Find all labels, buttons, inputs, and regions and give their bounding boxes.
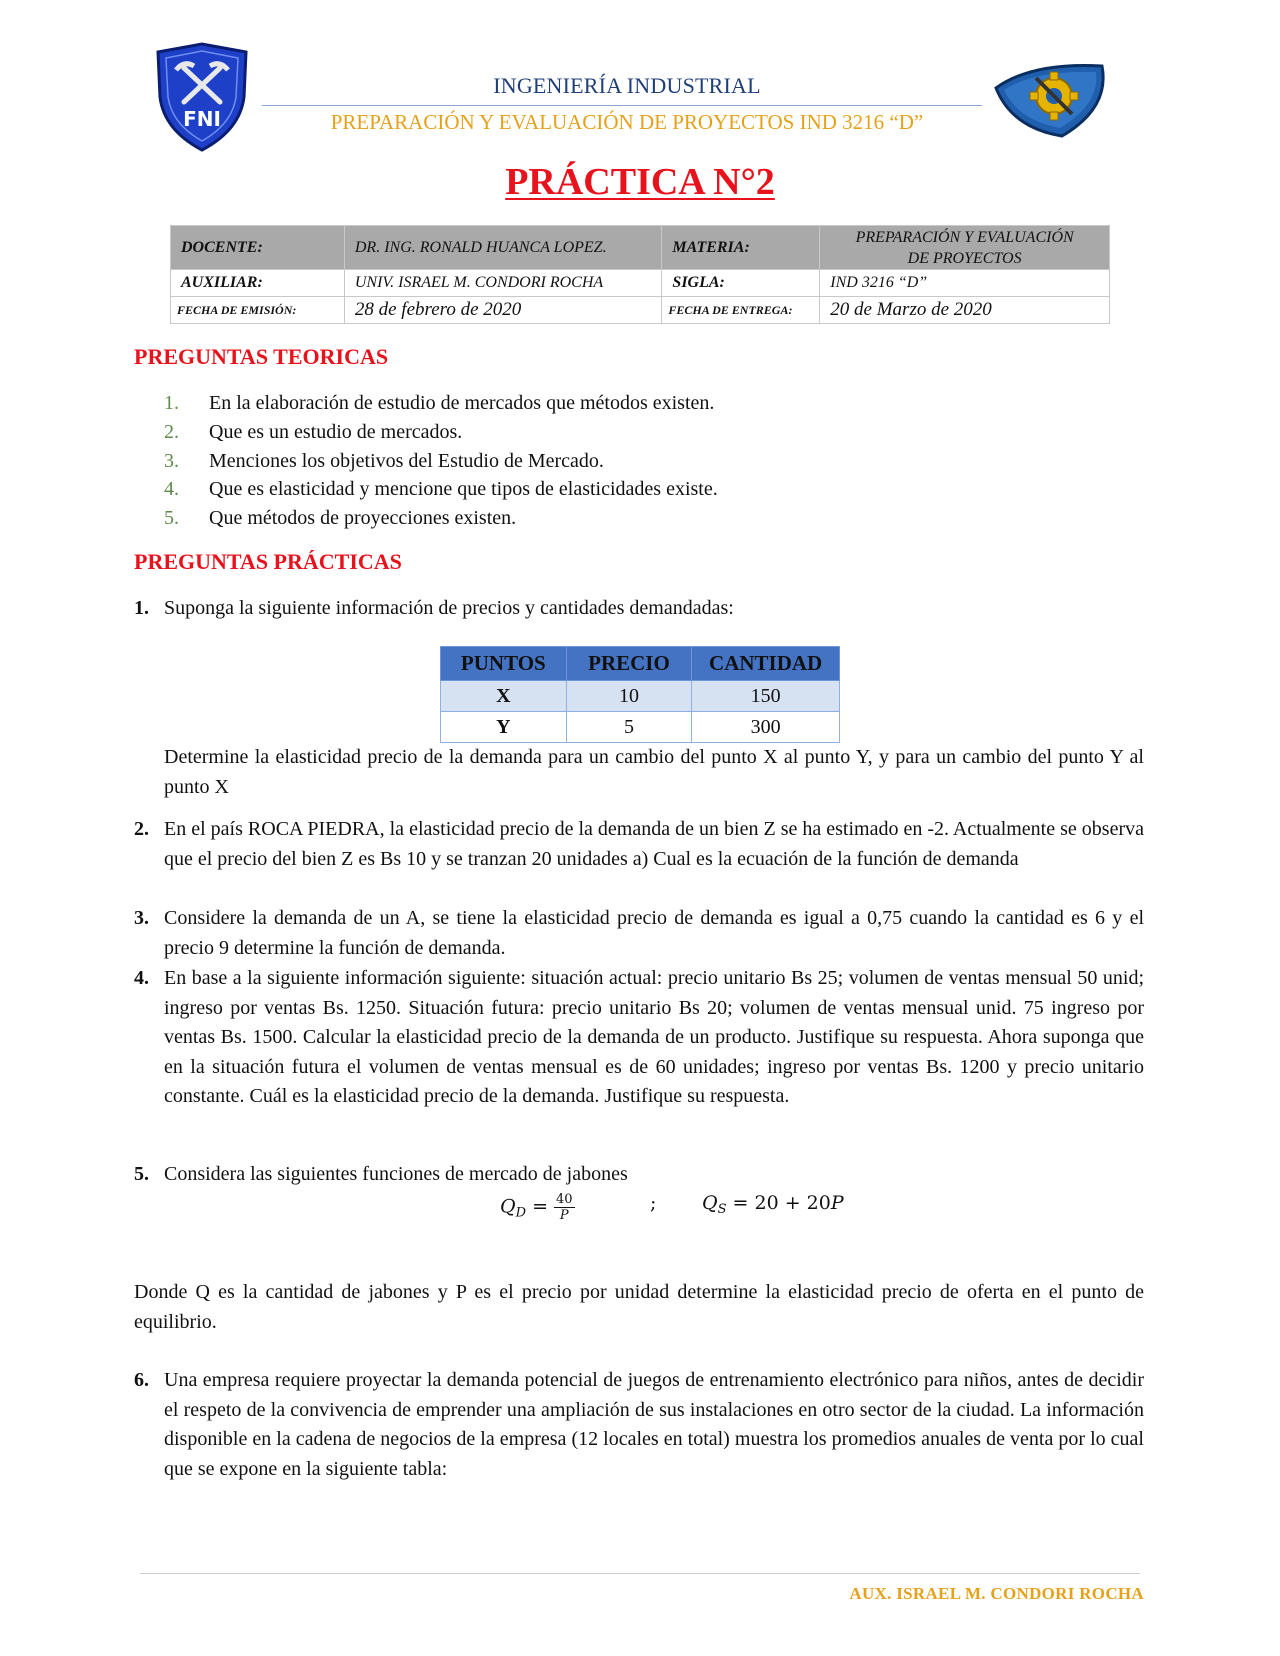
list-item — [164, 418, 718, 447]
col-header-puntos: PUNTOS — [441, 647, 567, 681]
question-5 — [134, 1160, 1144, 1190]
supply-function-formula — [702, 1192, 844, 1217]
col-header-precio: PRECIO — [566, 647, 692, 681]
fecha-emision-label: FECHA DE EMISIÓN: — [171, 297, 345, 324]
price-quantity-table — [440, 646, 840, 743]
question-text: En base a la siguiente información siguiente: situación actual: precio unitario Bs 25; volumen de ventas mensual 50 unid; ingreso por ventas Bs. 1250. Situación futura: precio unitario Bs 20; volumen de ventas mensual unid. 75 ingreso por ventas Bs. 1500. Calcular la elasticidad precio de la demanda de un producto. Justifique su respuesta. Ahora suponga que en la situación futura el volumen de ventas mensual es de 60 unidades; ingreso por ventas Bs. 1200 y precio unitario constante. Cuál es la elasticidad precio de la demanda. Justifique su respuesta. — [164, 967, 1144, 1107]
sigla-label: SIGLA: — [662, 270, 820, 297]
formula-fraction — [554, 1192, 575, 1223]
question-number: 3. — [134, 907, 149, 929]
table-cell: Y — [441, 712, 567, 743]
question-text: Considera las siguientes funciones de mercado de jabones — [164, 1163, 628, 1185]
fraction-numerator: 40 — [556, 1192, 573, 1207]
list-item-number: 4. — [164, 478, 179, 501]
course-info-table — [170, 225, 1110, 324]
formula-subscript: D — [515, 1205, 527, 1221]
industrial-engineering-emblem — [992, 58, 1112, 140]
materia-label: MATERIA: — [662, 226, 820, 270]
list-item-text: Que métodos de proyecciones existen. — [209, 507, 517, 530]
list-item-text: En la elaboración de estudio de mercados que métodos existen. — [209, 392, 715, 414]
materia-value-line1: PREPARACIÓN Y EVALUACIÓN — [855, 228, 1074, 246]
question-number: 1. — [134, 597, 149, 619]
info-row-fechas — [171, 297, 1110, 324]
question-number: 4. — [134, 967, 149, 989]
table-row — [441, 712, 840, 743]
question-text: En el país ROCA PIEDRA, la elasticidad precio de la demanda de un bien Z se ha estimado en -2. Actualmente se observa que el precio del bien Z es Bs 10 y se tranzan 20 unidades a) Cual es la ecuación de la función de demanda — [164, 818, 1144, 870]
table-header-row — [441, 647, 840, 681]
list-item-text: Que es un estudio de mercados. — [209, 420, 463, 443]
sigla-value: IND 3216 “D” — [820, 270, 1110, 297]
list-item-number: 1. — [164, 392, 179, 414]
question-6 — [134, 1366, 1144, 1484]
list-item — [164, 447, 718, 476]
list-item-number: 3. — [164, 449, 179, 472]
footer-author: AUX. ISRAEL M. CONDORI ROCHA — [849, 1584, 1144, 1603]
table-cell: 300 — [692, 712, 840, 743]
fraction-denominator: P — [559, 1208, 569, 1223]
table-cell: 150 — [692, 681, 840, 712]
question-number: 2. — [134, 818, 149, 840]
formula-subscript: S — [717, 1202, 727, 1217]
question-text: Considere la demanda de un A, se tiene la elasticidad precio de demanda es igual a 0,75 cuando la cantidad es 6 y el precio 9 determine la función de demanda. — [164, 907, 1144, 959]
materia-value — [820, 226, 1110, 270]
question-5-instructions: Donde Q es la cantidad de jabones y P es el precio por unidad determine la elasticidad precio de oferta en el punto de equilibrio. — [134, 1281, 1144, 1333]
table-cell: 10 — [566, 681, 692, 712]
question-text: Suponga la siguiente información de precios y cantidades demandadas: — [164, 597, 734, 619]
col-header-cantidad: CANTIDAD — [692, 647, 840, 681]
list-item-text: Menciones los objetivos del Estudio de Mercado. — [209, 449, 604, 472]
question-number: 5. — [134, 1163, 149, 1185]
question-number: 6. — [134, 1369, 149, 1391]
table-cell: X — [441, 681, 567, 712]
demand-function-formula — [500, 1192, 575, 1223]
formula-symbol: Q — [500, 1195, 516, 1218]
fecha-entrega-label: FECHA DE ENTREGA: — [662, 297, 820, 324]
question-1-instructions: Determine la elasticidad precio de la demanda para un cambio del punto X al punto Y, y para un cambio del punto Y al punto X — [164, 746, 1144, 798]
header-rule — [262, 105, 982, 106]
auxiliar-value: UNIV. ISRAEL M. CONDORI ROCHA — [344, 270, 662, 297]
info-row-docente — [171, 226, 1110, 270]
docente-label: DOCENTE: — [171, 226, 345, 270]
page-title: PRÁCTICA N°2 — [505, 161, 775, 203]
fni-shield-logo — [152, 42, 252, 152]
list-item — [164, 504, 718, 533]
svg-text:FNI: FNI — [183, 107, 221, 131]
formula-separator: ; — [650, 1192, 657, 1214]
info-row-auxiliar — [171, 270, 1110, 297]
header-title: INGENIERÍA INDUSTRIAL — [493, 73, 761, 98]
formula-rhs: = 20 + 20 — [732, 1192, 831, 1214]
list-item-number: 5. — [164, 507, 179, 530]
formula-symbol: Q — [702, 1192, 718, 1214]
formula-equals: = — [532, 1195, 548, 1218]
fecha-entrega-value: 20 de Marzo de 2020 — [820, 297, 1110, 324]
list-item-number: 2. — [164, 420, 179, 443]
section-heading-practicas: PREGUNTAS PRÁCTICAS — [134, 549, 402, 574]
list-item — [164, 389, 718, 418]
question-1 — [134, 594, 1144, 624]
header-subtitle: PREPARACIÓN Y EVALUACIÓN DE PROYECTOS IND 3216 “D” — [330, 110, 924, 134]
table-cell: 5 — [566, 712, 692, 743]
fecha-emision-value: 28 de febrero de 2020 — [344, 297, 662, 324]
section-heading-teoricas: PREGUNTAS TEORICAS — [134, 344, 389, 369]
question-2 — [134, 815, 1144, 874]
auxiliar-label: AUXILIAR: — [171, 270, 345, 297]
list-item-text: Que es elasticidad y mencione que tipos de elasticidades existe. — [209, 478, 718, 501]
table-row — [441, 681, 840, 712]
docente-value: DR. ING. RONALD HUANCA LOPEZ. — [344, 226, 662, 270]
footer-rule — [140, 1573, 1140, 1574]
formula-variable: P — [830, 1192, 844, 1214]
question-text: Una empresa requiere proyectar la demanda potencial de juegos de entrenamiento electrónico para niños, antes de decidir el respeto de la convivencia de emprender una ampliación de sus instalaciones en otro sector de la ciudad. La información disponible en la cadena de negocios de la empresa (12 locales en total) muestra los promedios anuales de venta por lo cual que se expone en la siguiente tabla: — [164, 1369, 1144, 1480]
question-4 — [134, 964, 1144, 1112]
materia-value-line2: DE PROYECTOS — [907, 249, 1022, 267]
teoricas-list — [164, 389, 718, 533]
question-3 — [134, 904, 1144, 963]
list-item — [164, 475, 718, 504]
